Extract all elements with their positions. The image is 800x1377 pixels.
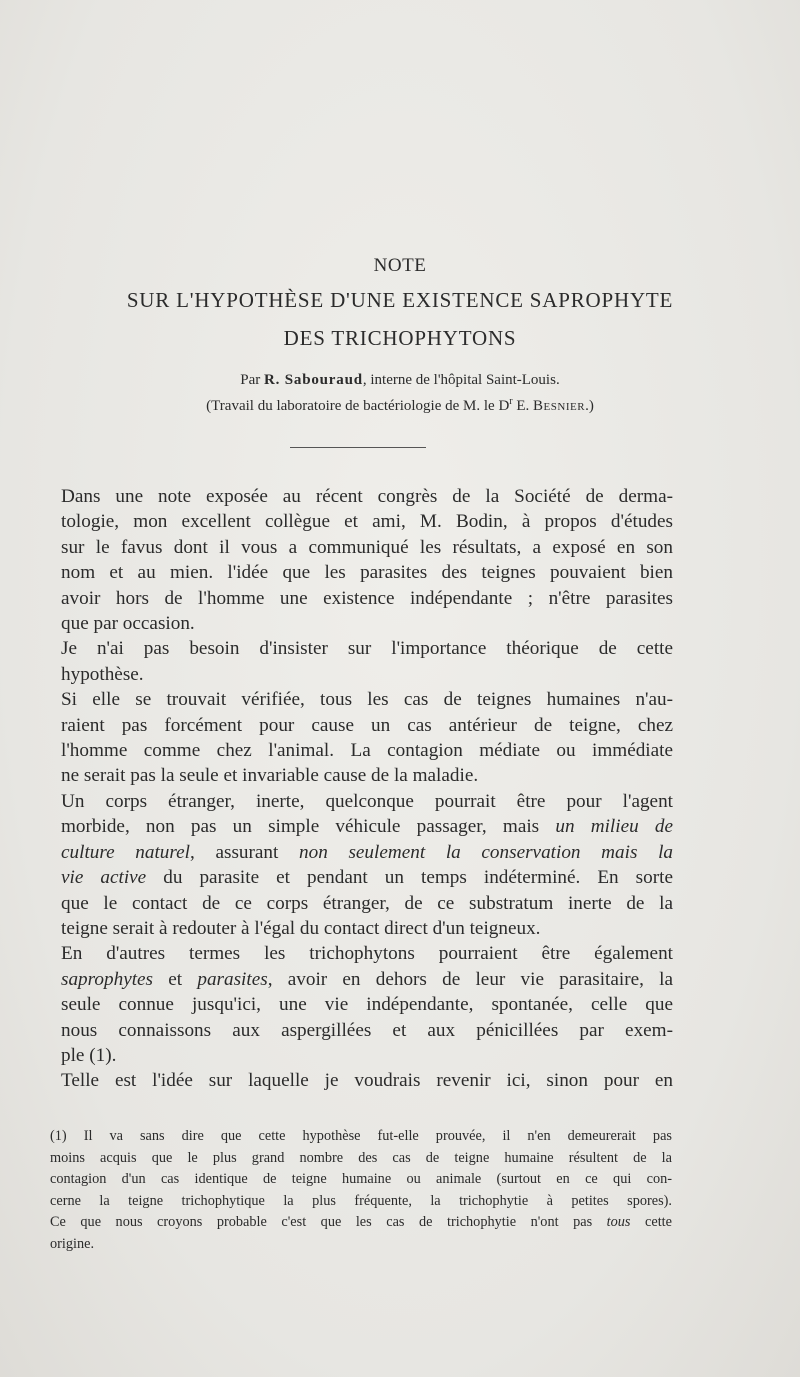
author-line	[0, 372, 800, 389]
italic-run: parasites	[197, 968, 268, 990]
italic-run: non seulement la conservation mais la	[299, 841, 673, 863]
text-line: sur le favus dont il vous a communiqué les résultats, a exposé en son	[61, 536, 673, 558]
text-line: ne serait pas la seule et invariable cause de la maladie.	[61, 765, 479, 787]
text-line	[61, 840, 673, 865]
article-title-line-1: SUR L'HYPOTHÈSE D'UNE EXISTENCE SAPROPHYTE	[126, 288, 674, 312]
italic-run: vie active	[61, 867, 147, 889]
lab-line	[0, 396, 800, 415]
text-line: Un corps étranger, inerte, quelconque pourrait être pour l'agent	[61, 790, 673, 812]
text-line: Dans une note exposée au récent congrès de la Société de derma-	[61, 486, 673, 507]
text-run: et	[153, 968, 198, 990]
text-run: cette	[630, 1214, 672, 1231]
text-line: nous connaissons aux aspergillées et aux pénicillées par exem-	[61, 1019, 673, 1041]
text-line: raient pas forcément pour cause un cas antérieur de teigne, chez	[61, 714, 673, 736]
lab-prefix: (Travail du laboratoire de bactériologie de M. le D	[206, 398, 510, 414]
text-line: Si elle se trouvait vérifiée, tous les cas de teignes humaines n'au-	[61, 689, 673, 711]
text-line: ple (1).	[61, 1044, 117, 1066]
byline-prefix: Par	[240, 372, 261, 388]
text-run: du parasite et pendant un temps indéterminé. En sorte	[146, 867, 673, 889]
footnote-line	[50, 1212, 672, 1234]
text-line: que le contact de ce corps étranger, de ce substratum inerte de la	[61, 892, 673, 914]
italic-run: tous	[606, 1214, 631, 1231]
footnote	[50, 1126, 672, 1256]
text-line: En d'autres termes les trichophytons pourraient être également	[61, 943, 673, 965]
footnote-line: cerne la teigne trichophytique la plus fréquente, la trichophytie à petites spores).	[50, 1192, 672, 1209]
text-run: , avoir en dehors de leur vie parasitaire, la	[267, 968, 673, 990]
body-text	[61, 484, 673, 1094]
article-title-line-2: DES TRICHOPHYTONS	[283, 326, 517, 350]
italic-run: saprophytes	[61, 968, 154, 990]
text-line: Telle est l'idée sur laquelle je voudrais revenir ici, sinon pour en	[61, 1070, 673, 1092]
text-line	[61, 967, 673, 992]
text-line: Je n'ai pas besoin d'insister sur l'importance théorique de cette	[61, 638, 673, 660]
text-line: hypothèse.	[61, 663, 144, 685]
text-line	[61, 814, 673, 839]
text-run: morbide, non pas un simple véhicule passager, mais	[61, 816, 556, 838]
footnote-line: origine.	[50, 1235, 95, 1252]
author-name: R. Sabouraud	[264, 372, 363, 388]
text-line: que par occasion.	[61, 613, 195, 635]
lab-sup: r	[509, 396, 513, 407]
lab-director: Besnier	[533, 398, 586, 414]
text-line: l'homme comme chez l'animal. La contagion médiate ou immédiate	[61, 740, 673, 762]
lab-mid: E.	[512, 398, 534, 414]
lab-suffix: .)	[585, 398, 594, 414]
text-line: avoir hors de l'homme une existence indépendante ; n'être parasites	[61, 587, 673, 609]
text-run: , assurant	[190, 841, 299, 863]
separator-rule	[290, 447, 426, 448]
text-line: teigne serait à redouter à l'égal du contact direct d'un teigneux.	[61, 917, 541, 939]
footnote-line: (1) Il va sans dire que cette hypothèse fut-elle prouvée, il n'en demeurerait pas	[50, 1128, 672, 1144]
text-line: tologie, mon excellent collègue et ami, M. Bodin, à propos d'études	[61, 511, 673, 533]
footnote-line: contagion d'un cas identique de teigne humaine ou animale (surtout en ce qui con-	[50, 1171, 672, 1188]
italic-run: un milieu de	[555, 816, 673, 838]
author-affiliation: , interne de l'hôpital Saint-Louis.	[362, 372, 560, 388]
footnote-line: moins acquis que le plus grand nombre des cas de teigne humaine résultent de la	[50, 1149, 672, 1166]
text-line: seule connue jusqu'ici, une vie indépendante, spontanée, celle que	[61, 994, 673, 1016]
italic-run: culture naturel	[61, 841, 191, 863]
text-line: nom et au mien. l'idée que les parasites des teignes pouvaient bien	[61, 562, 673, 584]
article-label: NOTE	[373, 255, 427, 276]
text-run: Ce que nous croyons probable c'est que les cas de trichophytie n'ont pas	[50, 1214, 607, 1231]
text-line	[61, 865, 673, 890]
